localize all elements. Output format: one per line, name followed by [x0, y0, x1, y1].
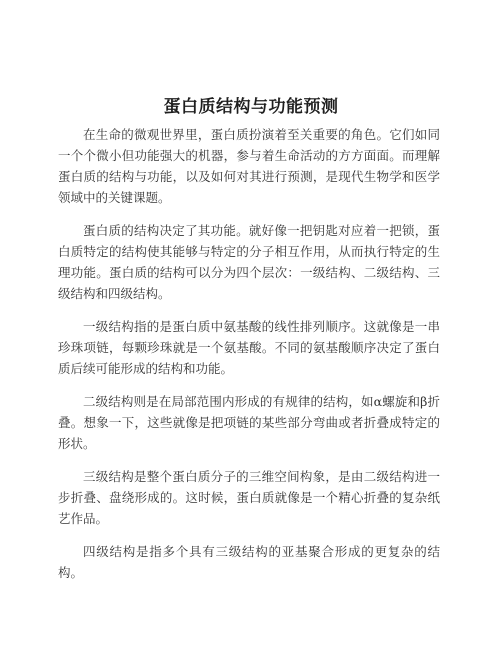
paragraph-tertiary-structure: 三级结构是整个蛋白质分子的三维空间构象，是由二级结构进一步折叠、盘绕形成的。这时候，蛋白质就像是一个精心折叠的复杂纸艺作品。: [58, 469, 440, 526]
paragraph-quaternary-structure: 四级结构是指多个具有三级结构的亚基聚合形成的更复杂的结构。: [58, 544, 440, 580]
paragraph-secondary-structure: 二级结构则是在局部范围内形成的有规律的结构，如α螺旋和β折叠。想象一下，这些就像是把项链的某些部分弯曲或者折叠成特定的形状。: [58, 394, 440, 451]
document-title: 蛋白质结构与功能预测: [163, 97, 339, 117]
paragraph-primary-structure: 一级结构指的是蛋白质中氨基酸的线性排列顺序。这就像是一串珍珠项链，每颗珍珠就是一个氨基酸。不同的氨基酸顺序决定了蛋白质后续可能形成的结构和功能。: [58, 319, 440, 376]
document-body: [58, 124, 440, 595]
paragraph-intro: 在生命的微观世界里，蛋白质扮演着至关重要的角色。它们如同一个个微小但功能强大的机器，参与着生命活动的方方面面。而理解蛋白质的结构与功能，以及如何对其进行预测，是现代生物学和医学领域中的关键课题。: [58, 127, 440, 205]
paragraph-structure-levels: 蛋白质的结构决定了其功能。就好像一把钥匙对应着一把锁，蛋白质特定的结构使其能够与特定的分子相互作用，从而执行特定的生理功能。蛋白质的结构可以分为四个层次：一级结构、二级结构、三级结构和四级结构。: [58, 223, 440, 301]
